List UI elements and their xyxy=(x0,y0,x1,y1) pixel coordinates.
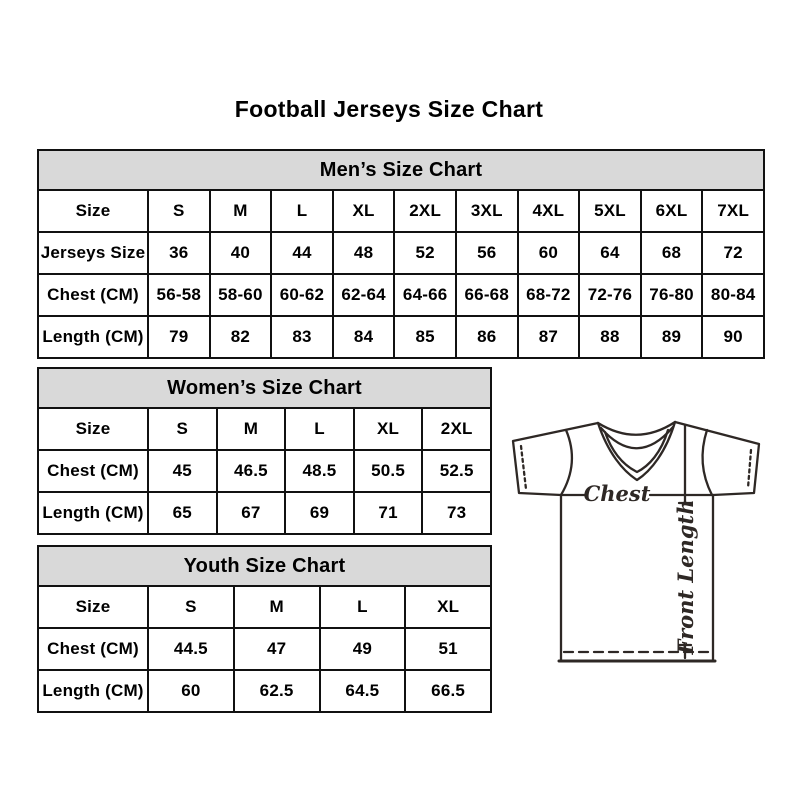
size-cell: L xyxy=(271,190,333,232)
size-cell: XL xyxy=(354,408,423,450)
size-cell: 50.5 xyxy=(354,450,423,492)
table-row xyxy=(38,232,764,274)
size-cell: 49 xyxy=(320,628,406,670)
size-cell: 52.5 xyxy=(422,450,491,492)
jersey-measurement-diagram xyxy=(495,400,780,690)
row-label: Length (CM) xyxy=(38,316,148,358)
v-neck-inner xyxy=(605,430,668,472)
table-row xyxy=(38,274,764,316)
row-label: Length (CM) xyxy=(38,670,148,712)
size-cell: 60 xyxy=(518,232,580,274)
size-cell: 52 xyxy=(394,232,456,274)
size-cell: 62.5 xyxy=(234,670,320,712)
table-title: Youth Size Chart xyxy=(38,546,491,586)
table-row xyxy=(38,316,764,358)
size-cell: 4XL xyxy=(518,190,580,232)
size-cell: 64 xyxy=(579,232,641,274)
size-cell: 84 xyxy=(333,316,395,358)
size-cell: 79 xyxy=(148,316,210,358)
size-cell: 56-58 xyxy=(148,274,210,316)
size-cell: L xyxy=(285,408,354,450)
size-cell: 62-64 xyxy=(333,274,395,316)
size-cell: 76-80 xyxy=(641,274,703,316)
size-cell: 47 xyxy=(234,628,320,670)
table-row xyxy=(38,450,491,492)
size-cell: 82 xyxy=(210,316,272,358)
page-title: Football Jerseys Size Chart xyxy=(234,96,544,122)
table-title: Men’s Size Chart xyxy=(38,150,764,190)
size-cell: M xyxy=(217,408,286,450)
right-cuff-dashed-line xyxy=(748,450,751,488)
table-header-row xyxy=(38,150,764,190)
table-row xyxy=(38,586,491,628)
size-cell: 86 xyxy=(456,316,518,358)
size-cell: S xyxy=(148,408,217,450)
size-cell: 87 xyxy=(518,316,580,358)
table-header-row xyxy=(38,368,491,408)
row-label: Chest (CM) xyxy=(38,274,148,316)
size-cell: 64-66 xyxy=(394,274,456,316)
size-cell: XL xyxy=(405,586,491,628)
size-cell: 71 xyxy=(354,492,423,534)
size-cell: 44.5 xyxy=(148,628,234,670)
size-cell: 68 xyxy=(641,232,703,274)
size-table xyxy=(37,367,492,535)
table-row xyxy=(38,628,491,670)
row-label: Length (CM) xyxy=(38,492,148,534)
size-cell: S xyxy=(148,586,234,628)
size-cell: 44 xyxy=(271,232,333,274)
row-label: Size xyxy=(38,190,148,232)
size-cell: 2XL xyxy=(422,408,491,450)
size-cell: 72-76 xyxy=(579,274,641,316)
size-cell: 89 xyxy=(641,316,703,358)
size-cell: 65 xyxy=(148,492,217,534)
size-cell: L xyxy=(320,586,406,628)
size-cell: 66-68 xyxy=(456,274,518,316)
row-label: Size xyxy=(38,408,148,450)
size-cell: 48.5 xyxy=(285,450,354,492)
size-cell: 7XL xyxy=(702,190,764,232)
table-row xyxy=(38,492,491,534)
size-cell: M xyxy=(234,586,320,628)
size-cell: 36 xyxy=(148,232,210,274)
size-cell: 90 xyxy=(702,316,764,358)
right-sleeve-outline xyxy=(675,422,759,495)
table-row xyxy=(38,190,764,232)
youth-size-table xyxy=(37,545,492,713)
table-row xyxy=(38,408,491,450)
size-cell: 5XL xyxy=(579,190,641,232)
womens-size-table xyxy=(37,367,492,535)
row-label: Chest (CM) xyxy=(38,628,148,670)
size-cell: 83 xyxy=(271,316,333,358)
left-armhole-seam xyxy=(561,430,572,495)
size-cell: 56 xyxy=(456,232,518,274)
size-cell: 80-84 xyxy=(702,274,764,316)
size-cell: 64.5 xyxy=(320,670,406,712)
size-cell: 45 xyxy=(148,450,217,492)
collar-back-arc xyxy=(598,422,675,435)
size-cell: 3XL xyxy=(456,190,518,232)
size-cell: 88 xyxy=(579,316,641,358)
row-label: Size xyxy=(38,586,148,628)
size-cell: 67 xyxy=(217,492,286,534)
size-cell: 68-72 xyxy=(518,274,580,316)
size-cell: XL xyxy=(333,190,395,232)
size-table xyxy=(37,545,492,713)
size-cell: 60-62 xyxy=(271,274,333,316)
size-cell: 58-60 xyxy=(210,274,272,316)
size-cell: M xyxy=(210,190,272,232)
size-cell: 69 xyxy=(285,492,354,534)
size-cell: 73 xyxy=(422,492,491,534)
mens-size-table xyxy=(37,149,765,359)
size-cell: 48 xyxy=(333,232,395,274)
size-cell: S xyxy=(148,190,210,232)
row-label: Jerseys Size xyxy=(38,232,148,274)
left-cuff-dashed-line xyxy=(521,446,526,489)
size-cell: 2XL xyxy=(394,190,456,232)
table-title: Women’s Size Chart xyxy=(38,368,491,408)
size-cell: 51 xyxy=(405,628,491,670)
chest-label: Chest xyxy=(583,481,651,506)
size-cell: 85 xyxy=(394,316,456,358)
table-row xyxy=(38,670,491,712)
size-cell: 6XL xyxy=(641,190,703,232)
right-armhole-seam xyxy=(703,430,712,495)
table-header-row xyxy=(38,546,491,586)
size-cell: 60 xyxy=(148,670,234,712)
size-cell: 72 xyxy=(702,232,764,274)
size-cell: 66.5 xyxy=(405,670,491,712)
row-label: Chest (CM) xyxy=(38,450,148,492)
size-cell: 40 xyxy=(210,232,272,274)
size-table xyxy=(37,149,765,359)
size-cell: 46.5 xyxy=(217,450,286,492)
front-length-label: Front Length xyxy=(673,499,698,655)
